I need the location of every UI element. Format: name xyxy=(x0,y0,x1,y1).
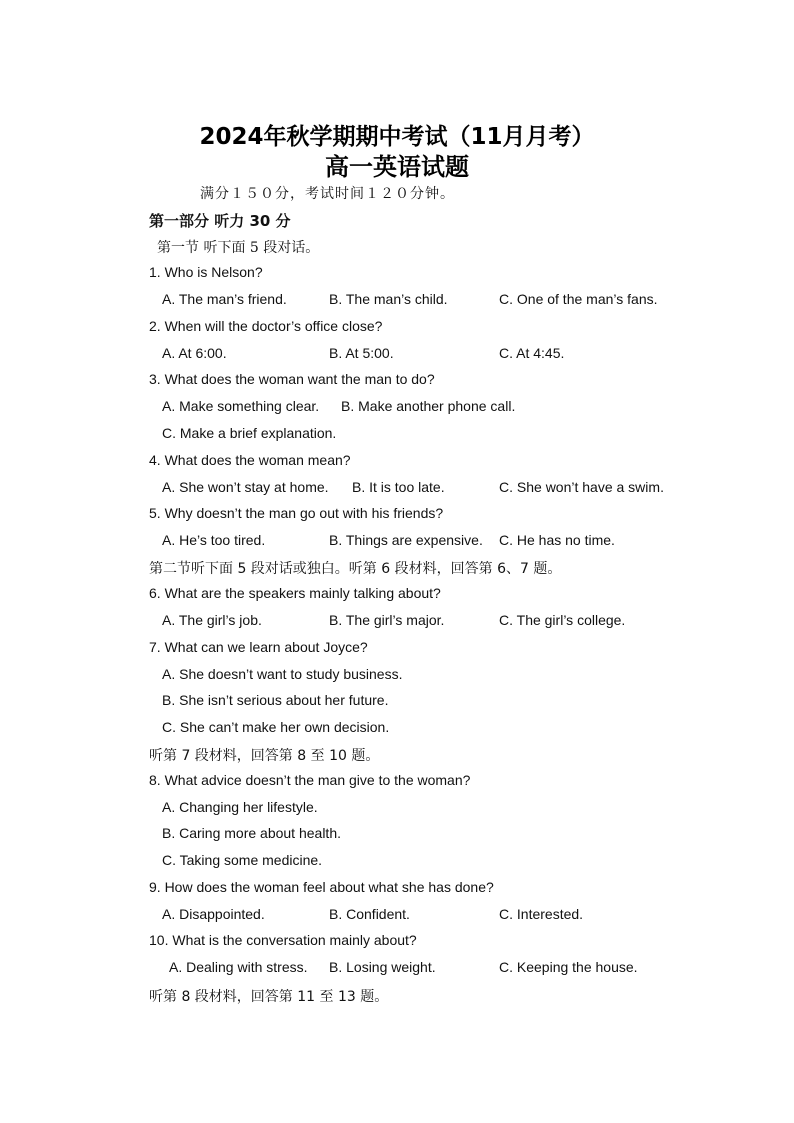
question-2-option-a: A. At 6:00. xyxy=(162,345,227,361)
part-heading: 第一部分 听力 30 分 xyxy=(149,212,291,230)
question-3-option-c: C. Make a brief explanation. xyxy=(162,425,337,441)
question-3: 3. What does the woman want the man to do? xyxy=(149,371,435,387)
instruction-material-8: 听第 8 段材料，回答第 11 至 13 题。 xyxy=(149,989,389,1005)
question-10-option-a: A. Dealing with stress. xyxy=(169,959,308,975)
question-4-option-c: C. She won’t have a swim. xyxy=(499,479,664,495)
exam-subtitle: 高一英语试题 xyxy=(325,153,469,181)
question-8-option-b: B. Caring more about health. xyxy=(162,825,341,841)
question-1: 1. Who is Nelson? xyxy=(149,264,263,280)
question-7-option-a: A. She doesn’t want to study business. xyxy=(162,666,403,682)
question-5-option-a: A. He’s too tired. xyxy=(162,532,266,548)
question-7-option-c: C. She can’t make her own decision. xyxy=(162,719,390,735)
question-10: 10. What is the conversation mainly about? xyxy=(149,932,417,948)
score-info: 满分１５０分，考试时间１２０分钟。 xyxy=(200,186,455,202)
question-1-option-b: B. The man’s child. xyxy=(329,291,448,307)
question-8-option-a: A. Changing her lifestyle. xyxy=(162,799,318,815)
question-5-option-b: B. Things are expensive. xyxy=(329,532,483,548)
question-9-option-b: B. Confident. xyxy=(329,906,410,922)
question-1-option-a: A. The man’s friend. xyxy=(162,291,287,307)
question-7: 7. What can we learn about Joyce? xyxy=(149,639,368,655)
question-3-option-a: A. Make something clear. xyxy=(162,398,320,414)
question-9: 9. How does the woman feel about what she has done? xyxy=(149,879,494,895)
question-4-option-a: A. She won’t stay at home. xyxy=(162,479,329,495)
question-4-option-b: B. It is too late. xyxy=(352,479,445,495)
exam-title: 2024年秋学期期中考试（11月月考） xyxy=(199,124,595,150)
question-9-option-a: A. Disappointed. xyxy=(162,906,265,922)
question-5: 5. Why doesn’t the man go out with his friends? xyxy=(149,505,444,521)
instruction-material-7: 听第 7 段材料，回答第 8 至 10 题。 xyxy=(149,748,380,764)
section-1-heading: 第一节 听下面 5 段对话。 xyxy=(157,240,320,256)
question-6-option-c: C. The girl’s college. xyxy=(499,612,626,628)
question-5-option-c: C. He has no time. xyxy=(499,532,615,548)
question-1-option-c: C. One of the man’s fans. xyxy=(499,291,658,307)
question-2: 2. When will the doctor’s office close? xyxy=(149,318,383,334)
question-2-option-c: C. At 4:45. xyxy=(499,345,565,361)
question-7-option-b: B. She isn’t serious about her future. xyxy=(162,692,389,708)
question-3-option-b: B. Make another phone call. xyxy=(341,398,516,414)
question-2-option-b: B. At 5:00. xyxy=(329,345,394,361)
question-6: 6. What are the speakers mainly talking about? xyxy=(149,585,441,601)
question-9-option-c: C. Interested. xyxy=(499,906,584,922)
question-6-option-b: B. The girl’s major. xyxy=(329,612,445,628)
question-4: 4. What does the woman mean? xyxy=(149,452,351,468)
question-10-option-b: B. Losing weight. xyxy=(329,959,436,975)
question-8-option-c: C. Taking some medicine. xyxy=(162,852,323,868)
section-2-heading: 第二节听下面 5 段对话或独白。听第 6 段材料，回答第 6、7 题。 xyxy=(149,561,562,577)
question-8: 8. What advice doesn’t the man give to the woman? xyxy=(149,772,471,788)
question-6-option-a: A. The girl’s job. xyxy=(162,612,262,628)
question-10-option-c: C. Keeping the house. xyxy=(499,959,638,975)
